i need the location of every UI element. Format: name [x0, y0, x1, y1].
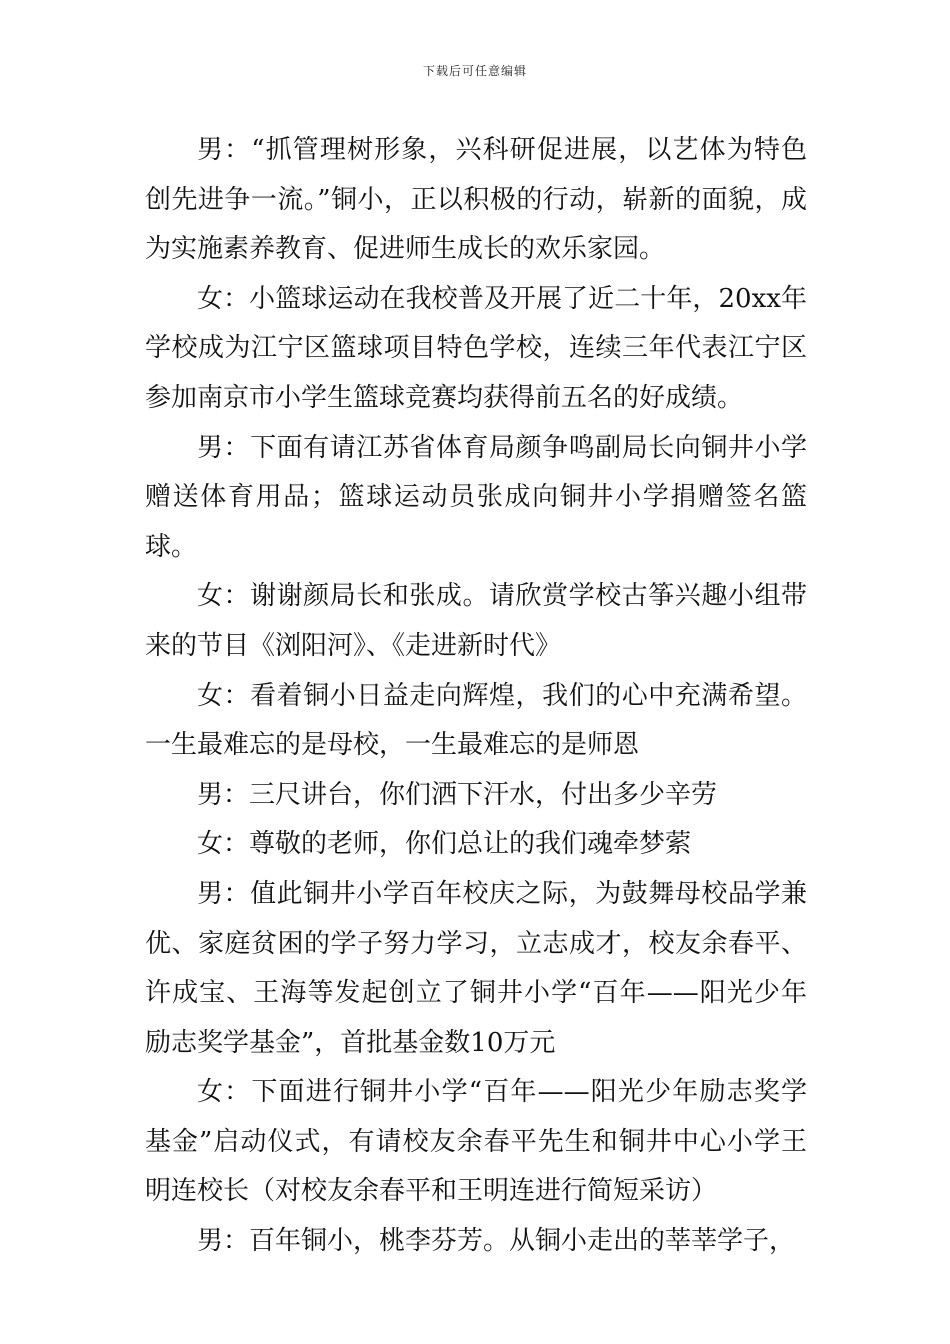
paragraph: 女：尊敬的老师，你们总让的我们魂牵梦萦 — [197, 829, 692, 860]
paragraph: 男：“抓管理树形象，兴科研促进展，以艺体为特色创先进争一流。”铜小，正以积极的行动，崭新的面貌，成为实施素养教育、促进师生成长的欢乐家园。 — [145, 135, 807, 265]
paragraph: 男：百年铜小，桃李芬芳。从铜小走出的莘莘学子， — [197, 1226, 796, 1257]
paragraph: 男：三尺讲台，你们洒下汗水，付出多少辛劳 — [197, 779, 718, 810]
paragraph: 男：值此铜井小学百年校庆之际，为鼓舞母校品学兼优、家庭贫困的学子努力学习，立志成才，校友余春平、许成宝、王海等发起创立了铜井小学“百年——阳光少年励志奖学基金”，首批基金数10万元 — [145, 878, 807, 1058]
paragraph: 女：小篮球运动在我校普及开展了近二十年，20xx年学校成为江宁区篮球项目特色学校，连续三年代表江宁区参加南京市小学生篮球竞赛均获得前五名的好成绩。 — [145, 283, 807, 413]
paragraph: 男：下面有请江苏省体育局颜争鸣副局长向铜井小学赠送体育用品；篮球运动员张成向铜井小学捐赠签名篮球。 — [145, 432, 807, 562]
paragraph: 女：看着铜小日益走向辉煌，我们的心中充满希望。一生最难忘的是母校，一生最难忘的是师恩 — [145, 680, 807, 761]
document-body — [145, 126, 807, 1267]
page-header-note: 下载后可任意编辑 — [422, 64, 527, 78]
paragraph: 女：下面进行铜井小学“百年——阳光少年励志奖学基金”启动仪式，有请校友余春平先生和铜井中心小学王明连校长（对校友余春平和王明连进行简短采访） — [145, 1077, 807, 1207]
paragraph: 女：谢谢颜局长和张成。请欣赏学校古筝兴趣小组带来的节目《浏阳河》、《走进新时代》 — [145, 581, 807, 661]
